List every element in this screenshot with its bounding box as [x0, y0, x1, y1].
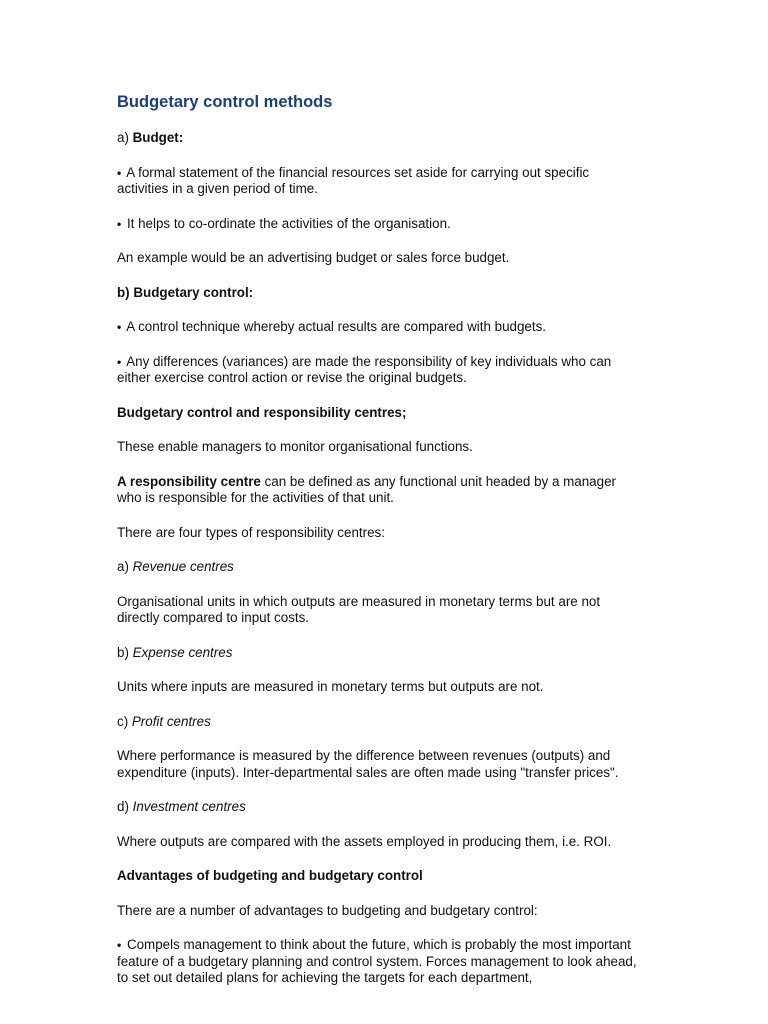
budgetary-control-bullet [117, 354, 637, 387]
budget-heading [117, 130, 637, 147]
centre-name: Expense centres [132, 644, 233, 660]
centre-name: Profit centres [131, 713, 211, 729]
responsibility-definition-text: can be defined as any functional unit headed by a manager who is responsible for the activities of that unit. [117, 473, 616, 505]
centre-prefix: b) [117, 644, 133, 660]
budget-bullet-text: It helps to co-ordinate the activities of the organisation. [126, 215, 451, 231]
bullet-icon: • [117, 938, 122, 952]
budgetary-control-bullet [117, 319, 637, 336]
advantages-bullet-text: Compels management to think about the future, which is probably the most important feature of a budgetary planning and control system. Forces management to look ahead, to set out detailed plans for achieving the targets for each department, [117, 937, 637, 985]
responsibility-heading [117, 405, 637, 422]
centre-prefix: d) [117, 799, 133, 814]
document-body [117, 92, 637, 1005]
centre-description: Units where inputs are measured in monetary terms but outputs are not. [117, 679, 544, 694]
responsibility-definition-term: A responsibility centre [117, 473, 261, 489]
bullet-icon: • [117, 320, 122, 334]
centre-description: Organisational units in which outputs are measured in monetary terms but are not directly compared to input costs. [117, 593, 601, 625]
budget-bullet [117, 165, 637, 198]
centre-heading [117, 645, 637, 662]
responsibility-heading-text: Budgetary control and responsibility centres; [117, 404, 407, 420]
budget-bullet-text: A formal statement of the financial resources set aside for carrying out specific activities in a given period of time. [117, 164, 590, 196]
budget-heading-prefix: a) [117, 130, 133, 145]
budget-bullet [117, 216, 637, 233]
types-intro: There are four types of responsibility centres: [117, 524, 385, 540]
bullet-icon: • [117, 354, 122, 369]
centre-prefix: c) [117, 713, 132, 729]
centre-description: Where outputs are compared with the assets employed in producing them, i.e. ROI. [117, 833, 612, 849]
centre-heading [117, 559, 637, 576]
advantages-intro: There are a number of advantages to budgeting and budgetary control: [117, 902, 538, 918]
bullet-icon: • [117, 216, 122, 231]
document-title: Budgetary control methods [117, 93, 333, 111]
centre-prefix: a) [117, 559, 133, 574]
advantages-heading [117, 868, 637, 885]
budget-example: An example would be an advertising budget or sales force budget. [117, 250, 510, 265]
budget-heading-label: Budget: [132, 130, 184, 145]
centre-heading [117, 799, 637, 816]
centre-name: Investment centres [132, 799, 246, 814]
budgetary-control-heading [117, 285, 637, 302]
responsibility-intro: These enable managers to monitor organisational functions. [117, 439, 473, 454]
centre-heading [117, 714, 637, 731]
responsibility-definition [117, 474, 637, 507]
advantages-bullet [117, 937, 637, 987]
centre-description: Where performance is measured by the difference between revenues (outputs) and expenditure (inputs). Inter-departmental sales are often made using "transfer prices". [117, 748, 619, 780]
budgetary-control-heading-text: b) Budgetary control: [117, 284, 254, 300]
bullet-icon: • [117, 165, 122, 180]
centre-name: Revenue centres [132, 559, 234, 574]
advantages-heading-text: Advantages of budgeting and budgetary control [117, 868, 423, 883]
budgetary-control-bullet-text: Any differences (variances) are made the responsibility of key individuals who can either exercise control action or revise the original budgets. [117, 353, 612, 385]
budgetary-control-bullet-text: A control technique whereby actual results are compared with budgets. [126, 319, 546, 334]
